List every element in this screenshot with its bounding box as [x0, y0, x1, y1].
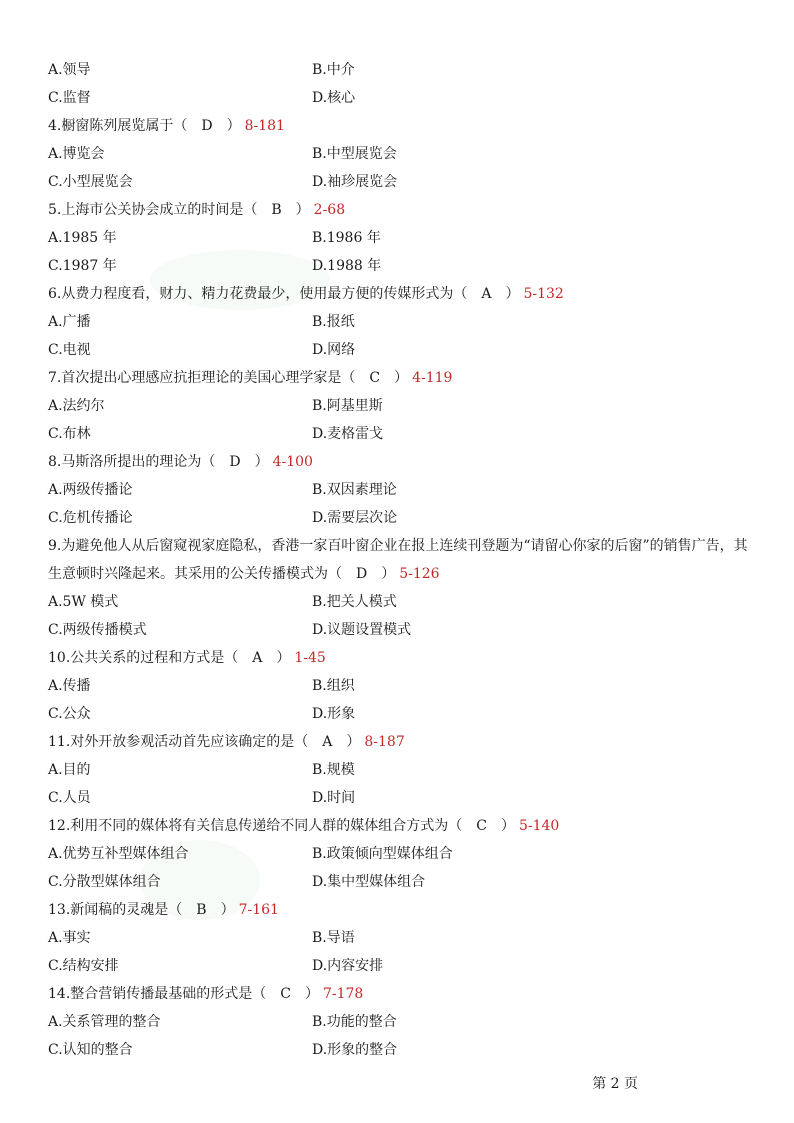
answer-letter: C [369, 370, 381, 386]
answer-close-paren: ） [500, 818, 515, 834]
question-block [48, 112, 758, 196]
option-c: C.认知的整合 [48, 1042, 133, 1058]
option-row [48, 784, 758, 812]
answer-letter: A [481, 286, 492, 302]
option-row [48, 252, 758, 280]
option-row [48, 700, 758, 728]
question-block [48, 896, 758, 980]
option-row [48, 504, 758, 532]
option-d: D.议题设置模式 [312, 622, 412, 638]
option-row [48, 868, 758, 896]
page-reference: 5-140 [518, 818, 560, 834]
option-b: B.规模 [312, 762, 355, 778]
option-d: D.集中型媒体组合 [312, 874, 426, 890]
option-row [48, 672, 758, 700]
question-block [48, 644, 758, 728]
option-c: C.1987 年 [48, 258, 117, 274]
option-c: C.电视 [48, 342, 91, 358]
option-row [48, 336, 758, 364]
page-reference: 5-132 [523, 286, 564, 302]
page-reference: 7-161 [238, 902, 279, 918]
option-d: D.形象的整合 [312, 1042, 398, 1058]
option-row [48, 756, 758, 784]
page-reference: 5-126 [399, 566, 440, 582]
option-b: B.阿基里斯 [312, 398, 383, 414]
question-list [48, 56, 758, 1064]
option-a: A.传播 [48, 678, 91, 694]
page-reference: 1-45 [294, 650, 326, 666]
option-c: C.公众 [48, 706, 91, 722]
question-stem [48, 112, 758, 140]
option-d: D.形象 [312, 706, 356, 722]
answer-letter: A [322, 734, 333, 750]
option-c: C.结构安排 [48, 958, 119, 974]
option-d: D.1988 年 [312, 258, 382, 274]
question-text: 6.从费力程度看，财力、精力花费最少，使用最方便的传媒形式为（ [48, 286, 468, 302]
option-c: C.布林 [48, 426, 91, 442]
question-stem-line: 9.为避免他人从后窗窥视家庭隐私，香港一家百叶窗企业在报上连续刊登题为“请留心你家的后窗”的销售广告，其 [48, 538, 748, 554]
answer-letter: A [252, 650, 263, 666]
option-d: D.网络 [312, 342, 356, 358]
question-stem [48, 196, 758, 224]
page-reference: 4-100 [272, 454, 313, 470]
page-reference: 8-187 [364, 734, 405, 750]
answer-close-paren: ） [276, 650, 291, 666]
option-b: B.中介 [312, 62, 355, 78]
option-row [48, 168, 758, 196]
question-stem [48, 980, 758, 1008]
option-b: B.双因素理论 [312, 482, 397, 498]
option-b: B.1986 年 [312, 230, 381, 246]
option-d: D.时间 [312, 790, 356, 806]
option-a: A.优势互补型媒体组合 [48, 846, 189, 862]
answer-close-paren: ） [226, 118, 241, 134]
question-block [48, 532, 758, 644]
option-row [48, 840, 758, 868]
option-c: C.小型展览会 [48, 174, 133, 190]
option-a: A.两级传播论 [48, 482, 133, 498]
option-a: A.5W 模式 [48, 594, 119, 610]
option-row [48, 308, 758, 336]
answer-letter: B [271, 202, 282, 218]
question-text: 14.整合营销传播最基础的形式是（ [48, 986, 267, 1002]
answer-letter: D [229, 454, 241, 470]
option-a: A.目的 [48, 762, 91, 778]
question-stem [48, 280, 758, 308]
answer-close-paren: ） [346, 734, 361, 750]
option-b: B.报纸 [312, 314, 355, 330]
option-row [48, 224, 758, 252]
option-row [48, 476, 758, 504]
option-b: B.把关人模式 [312, 594, 397, 610]
question-stem [48, 448, 758, 476]
page-reference: 4-119 [412, 370, 453, 386]
question-text: 13.新闻稿的灵魂是（ [48, 902, 183, 918]
option-b: B.组织 [312, 678, 355, 694]
option-a: A.广播 [48, 314, 91, 330]
question-stem [48, 812, 758, 840]
answer-letter: C [280, 986, 291, 1002]
question-stem [48, 728, 758, 756]
answer-close-paren: ） [220, 902, 235, 918]
answer-close-paren: ） [394, 370, 409, 386]
answer-close-paren: ） [381, 566, 396, 582]
page-reference: 7-178 [322, 986, 364, 1002]
question-text: 11.对外开放参观活动首先应该确定的是（ [48, 734, 309, 750]
question-block [48, 728, 758, 812]
question-block [48, 280, 758, 364]
question-block [48, 364, 758, 448]
option-b: B.功能的整合 [312, 1014, 397, 1030]
option-c: C.分散型媒体组合 [48, 874, 161, 890]
option-b: B.导语 [312, 930, 355, 946]
option-row [48, 84, 758, 112]
option-c: C.监督 [48, 90, 91, 106]
question-text: 生意顿时兴隆起来。其采用的公关传播模式为（ [48, 566, 342, 582]
answer-letter: D [356, 566, 368, 582]
option-row [48, 140, 758, 168]
question-stem [48, 364, 758, 392]
question-block [48, 980, 758, 1064]
answer-close-paren: ） [304, 986, 319, 1002]
option-row [48, 56, 758, 84]
option-row [48, 1008, 758, 1036]
option-c: C.人员 [48, 790, 91, 806]
question-text: 8.马斯洛所提出的理论为（ [48, 454, 216, 470]
option-d: D.麦格雷戈 [312, 426, 384, 442]
option-row [48, 616, 758, 644]
option-row [48, 588, 758, 616]
option-a: A.关系管理的整合 [48, 1014, 161, 1030]
option-a: A.1985 年 [48, 230, 117, 246]
question-block [48, 812, 758, 896]
option-a: A.博览会 [48, 146, 105, 162]
question-text: 10.公共关系的过程和方式是（ [48, 650, 239, 666]
page-number: 第 2 页 [592, 1076, 638, 1092]
option-a: A.法约尔 [48, 398, 105, 414]
option-a: A.事实 [48, 930, 91, 946]
option-b: B.中型展览会 [312, 146, 397, 162]
option-d: D.需要层次论 [312, 510, 398, 526]
question-text: 12.利用不同的媒体将有关信息传递给不同人群的媒体组合方式为（ [48, 818, 463, 834]
option-c: C.两级传播模式 [48, 622, 147, 638]
answer-close-paren: ） [505, 286, 520, 302]
option-row [48, 1036, 758, 1064]
answer-close-paren: ） [254, 454, 269, 470]
option-b: B.政策倾向型媒体组合 [312, 846, 453, 862]
question-stem [48, 644, 758, 672]
question-text: 4.橱窗陈列展览属于（ [48, 118, 188, 134]
question-text: 5.上海市公关协会成立的时间是（ [48, 202, 258, 218]
option-d: D.袖珍展览会 [312, 174, 398, 190]
option-c: C.危机传播论 [48, 510, 133, 526]
option-d: D.内容安排 [312, 958, 384, 974]
option-row [48, 924, 758, 952]
page-reference: 8-181 [244, 118, 285, 134]
question-stem [48, 560, 758, 588]
option-d: D.核心 [312, 90, 356, 106]
answer-close-paren: ） [295, 202, 310, 218]
answer-letter: D [201, 118, 213, 134]
option-row [48, 952, 758, 980]
option-a: A.领导 [48, 62, 91, 78]
answer-letter: C [476, 818, 487, 834]
option-row [48, 420, 758, 448]
question-block [48, 448, 758, 532]
option-row [48, 392, 758, 420]
question-block [48, 196, 758, 280]
answer-letter: B [196, 902, 207, 918]
question-stem [48, 896, 758, 924]
question-text: 7.首次提出心理感应抗拒理论的美国心理学家是（ [48, 370, 356, 386]
page-reference: 2-68 [313, 202, 346, 218]
